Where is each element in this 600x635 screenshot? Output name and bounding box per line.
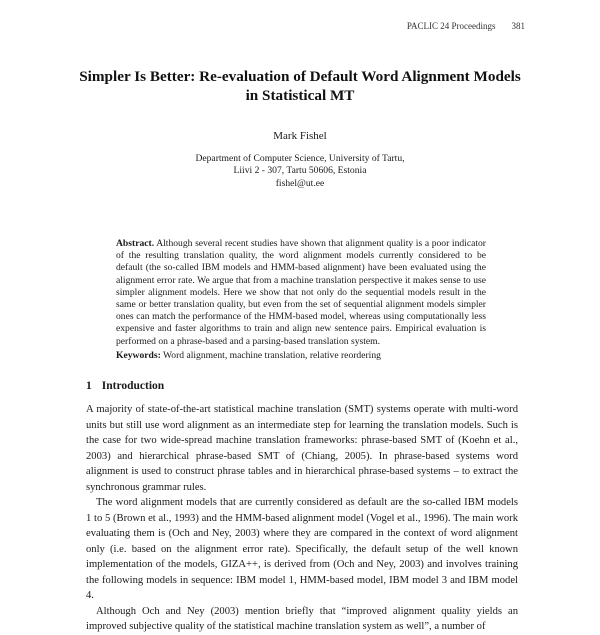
section-number: 1 (86, 380, 92, 392)
keywords-label: Keywords: (116, 350, 161, 361)
paragraph: The word alignment models that are currently considered as default are the so-called IBM models 1 to 5 (Brown et al., 1993) and the HMM-based alignment model (Vogel et al., 1996). The main work evaluating them is (Och and Ney, 2003) where they are compared in the context of word alignment only (i.e. based on the alignment error rate). Specifically, the default setup of the well known implementation of the models, GIZA++, is derived from (Och and Ney, 2003) and involves training the following models in sequence: IBM model 1, HMM-based model, IBM model 3 and IBM model 4. (86, 497, 518, 601)
abstract-label: Abstract. (116, 238, 155, 249)
running-header (407, 21, 525, 31)
affiliation-department: Department of Computer Science, University of Tartu, (195, 153, 405, 164)
paper-title (60, 67, 540, 105)
paragraph: Although Och and Ney (2003) mention briefly that “improved alignment quality yields an improved subjective quality of the statistical machine translation system as well”, a number of (86, 605, 518, 632)
author-affiliation (0, 153, 600, 190)
abstract-text: Although several recent studies have shown that alignment quality is a poor indicator of the resulting translation quality, the word alignment models currently considered to be default (the so-called IBM models and HMM-based alignment) have been evaluated using the alignment error rate. We argue that from a machine translation perspective it makes sense to use simpler alignment models. Here we show that not only do the sequential models result in the same or better translation quality, but even from the set of sequential alignment models simpler ones can match the performance of the HMM-based model, whereas using computationally less expensive and faster algorithms to train and align new sentence pairs. Empirical evaluation is performed on a phrase-based and a parsing-based translation system. (116, 238, 486, 347)
proceedings-name: PACLIC 24 Proceedings (406, 21, 496, 31)
author-name: Mark Fishel (273, 130, 327, 142)
title-line-2: in Statistical MT (245, 87, 355, 104)
abstract (116, 238, 486, 348)
section-heading (86, 380, 164, 392)
title-line-1: Simpler Is Better: Re-evaluation of Default Word Alignment Models (79, 68, 521, 85)
keywords-text: Word alignment, machine translation, relative reordering (163, 350, 381, 361)
page-number: 381 (511, 21, 525, 31)
keywords (116, 350, 486, 361)
affiliation-address: Liivi 2 - 307, Tartu 50606, Estonia (233, 165, 367, 177)
paragraph: A majority of state-of-the-art statistical machine translation (SMT) systems operate with multi-word units but still use word alignment as an intermediate step for learning the translation models. Such is the case for two wide-spread machine translation frameworks: phrase-based SMT of (Koehn et al., 2003) and hierarchical phrase-based SMT of (Chiang, 2005). In phrase-based systems word alignment is used to construct phrase tables and in hierarchical phrase-based systems – to extract the synchronous grammar rules. (86, 404, 518, 493)
section-title: Introduction (101, 380, 165, 392)
author-email: fishel@ut.ee (275, 177, 325, 189)
